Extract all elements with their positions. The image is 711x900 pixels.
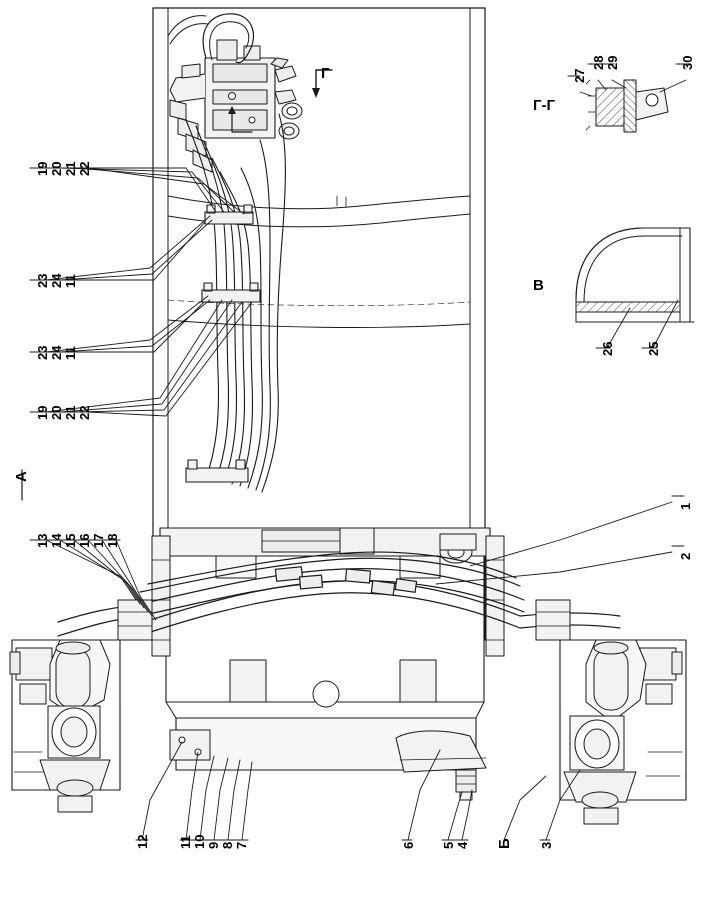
callout-1: 1	[678, 502, 693, 510]
view-v-detail	[576, 228, 694, 322]
callout-25: 25	[646, 341, 661, 356]
callout-24-lower: 24	[49, 345, 64, 360]
section-mark-gg: Г-Г	[533, 97, 556, 114]
callout-11-upper: 11	[63, 274, 78, 288]
callout-19-lower: 19	[35, 405, 50, 420]
callout-10: 10	[192, 834, 207, 849]
callout-21-upper: 21	[63, 161, 78, 176]
view-mark-a: А	[13, 471, 30, 482]
left-wheel-assembly	[10, 600, 152, 812]
view-mark-b: Б	[496, 838, 513, 849]
callout-11-bottom: 11	[178, 835, 193, 849]
callout-11-lower: 11	[63, 346, 78, 360]
callout-16: 16	[77, 533, 92, 548]
arrow-mark-g: Г	[321, 65, 330, 82]
callout-8: 8	[220, 841, 235, 849]
section-gg-detail	[586, 80, 668, 132]
callout-14: 14	[49, 533, 64, 548]
callout-29: 29	[605, 55, 620, 70]
callout-18: 18	[105, 533, 120, 548]
callout-9: 9	[206, 841, 221, 849]
callout-22-lower: 22	[77, 405, 92, 420]
callout-2: 2	[678, 552, 693, 560]
callout-12: 12	[135, 834, 150, 849]
valve-block-assembly	[168, 14, 302, 172]
callout-26: 26	[600, 341, 615, 356]
callout-24-upper: 24	[49, 273, 64, 288]
callout-20-upper: 20	[49, 161, 64, 176]
callout-23-upper: 23	[35, 273, 50, 288]
callout-20-lower: 20	[49, 405, 64, 420]
callout-6: 6	[401, 841, 416, 849]
hose-bundle	[186, 114, 285, 492]
callout-15: 15	[63, 533, 78, 548]
right-wheel-assembly	[536, 600, 686, 824]
callout-5: 5	[441, 841, 456, 849]
callout-22-upper: 22	[77, 161, 92, 176]
callout-3: 3	[539, 841, 554, 849]
callout-27: 27	[572, 68, 587, 83]
callout-23-lower: 23	[35, 345, 50, 360]
callout-17: 17	[91, 533, 106, 548]
view-mark-v: В	[533, 277, 544, 294]
callout-19-upper: 19	[35, 161, 50, 176]
callout-21-lower: 21	[63, 405, 78, 420]
callout-13: 13	[35, 533, 50, 548]
callout-28: 28	[591, 55, 606, 70]
callout-4: 4	[455, 841, 470, 849]
callout-30: 30	[680, 55, 695, 70]
callout-7: 7	[234, 841, 249, 849]
lower-center-cover	[396, 731, 486, 800]
